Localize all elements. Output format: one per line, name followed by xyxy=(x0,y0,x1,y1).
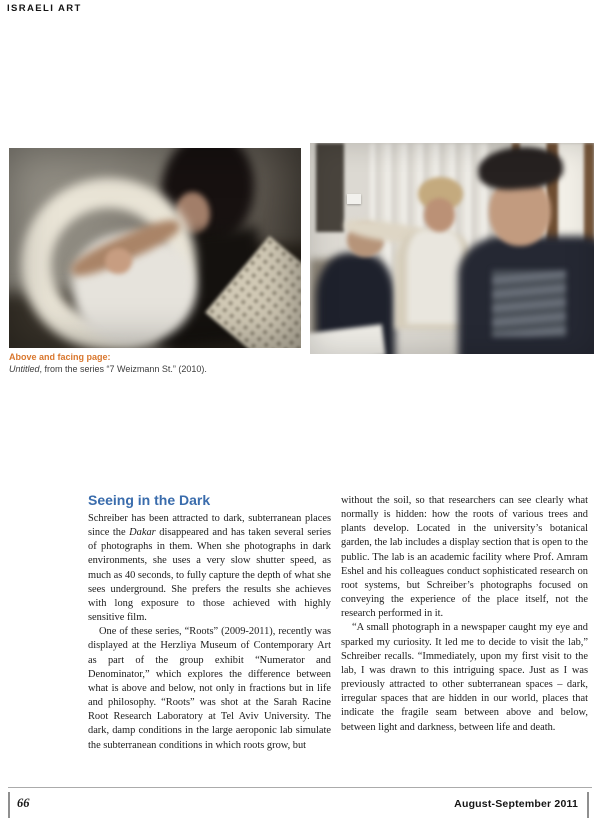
caption-work-title: Untitled xyxy=(9,363,40,374)
photo-family-group xyxy=(310,143,594,354)
caption-heading: Above and facing page: xyxy=(9,352,111,362)
page-number: 66 xyxy=(17,796,30,810)
caption-series-text: , from the series “7 Weizmann St.” (2010). xyxy=(39,363,207,374)
photo-vignette xyxy=(9,148,301,348)
folio-left-bar xyxy=(8,792,10,818)
section-kicker: ISRAELI ART xyxy=(7,3,82,14)
article-paragraph: One of these series, “Roots” (2009-2011), recently was displayed at the Herzliya Museum of Contemporary Art as part of the group exhibit “Numerator and Denominator,” which explores the difference between what is above and below, not only in fractions but in life and philosophy. “Roots” was shot at the Sarah Racine Root Research Laboratory at Tel Aviv University. The dark, damp conditions in the large aeroponic lab simulate the subterranean conditions in which roots grow, but xyxy=(88,626,331,751)
footer-rule xyxy=(8,787,592,788)
issue-date: August-September 2011 xyxy=(454,798,578,810)
article-right-column xyxy=(341,494,588,735)
photo-mother-and-newborn xyxy=(9,148,301,348)
photo-vignette xyxy=(310,143,594,354)
article-heading: Seeing in the Dark xyxy=(88,492,211,508)
ship-name-italic: Dakar xyxy=(129,527,156,539)
paragraph-text: disappeared and has taken several series of photographs in them. When she photographs in dark environments, she uses a very slow shutter speed, as much as 40 seconds, to fully capture the depth of what she sees underground. She prefers the results she achieves with long exposure to those achieved with highly sensitive film. xyxy=(88,527,332,624)
photo-caption xyxy=(9,352,207,375)
article-paragraph: without the soil, so that researchers can see clearly what normally is hidden: how the roots of various trees and plants develop. Located in the university’s botanical garden, the lab includes a display section that is open to the public. The lab is an academic facility where Prof. Amram Eshel and his colleagues conduct sophisticated research on root systems, but Schreiber’s photographs focused on conveying the experience of the place itself, not the research performed in it. xyxy=(341,495,589,620)
article-paragraph: “A small photograph in a newspaper caught my eye and sparked my curiosity. It led me to decide to visit the lab,” Schreiber recalls. “Immediately, upon my first visit to the lab, I was drawn to this intriguing space. Just as I was previously attracted to other subterranean spaces – dark, irregular spaces that are hidden in our world, places that indicate the fragile seam between above and below, between light and darkness, between life and death. xyxy=(341,622,588,733)
folio-right-bar xyxy=(587,792,589,818)
paragraph-text: Schreiber has been attracted to dark, subterranean places since the xyxy=(88,513,331,539)
article-paragraph xyxy=(88,512,331,625)
article-left-column xyxy=(88,492,331,753)
caption-body xyxy=(9,364,207,376)
